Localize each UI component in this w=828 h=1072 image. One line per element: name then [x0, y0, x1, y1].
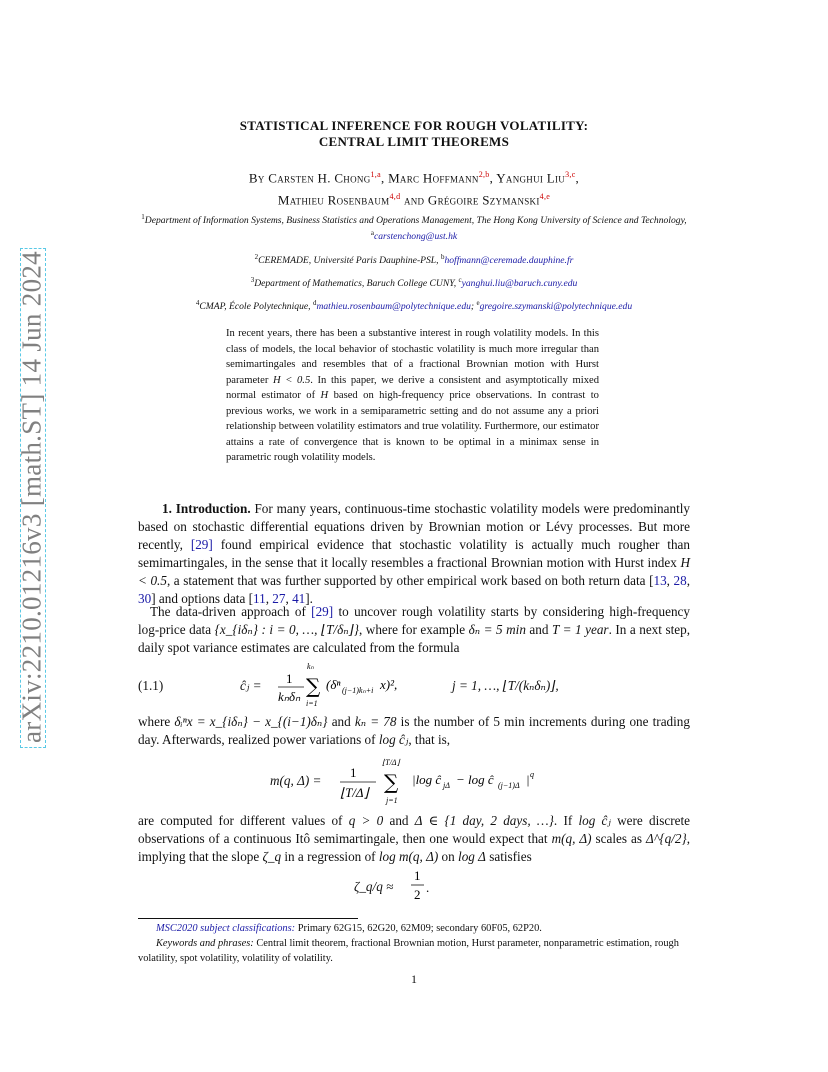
- after-equation-1-1: [138, 713, 690, 749]
- svg-text:|: |: [526, 772, 530, 787]
- email-link-rosenbaum[interactable]: mathieu.rosenbaum@polytechnique.edu: [316, 301, 471, 313]
- equation-2-formula: [340, 753, 560, 809]
- intro-text-3: , a statement that was further supported by other empirical work based on both return data [: [166, 573, 654, 588]
- author-2: Marc Hoffmann: [388, 170, 479, 186]
- equation-3-lhs: ζ_q/q ≈: [354, 879, 394, 894]
- after-eq2-math-6: ζ_q: [262, 849, 282, 864]
- by-word: By: [248, 170, 269, 186]
- affiliation-3-num: 3: [250, 276, 255, 284]
- after-eq-math-3: log ĉⱼ: [378, 732, 409, 747]
- svg-text:∑: ∑: [384, 770, 399, 794]
- p2-math-2: δₙ = 5 min: [468, 622, 526, 637]
- author-list: By Carsten H. Chong$^{1,a}$, Marc Hoffmann$^{2,b}$, Yanghui Liu$^{3,c}$, Mathieu Rosenbaum$^{4,d}$ and Grégoire Szymanski$^{4,e}$: [248, 170, 580, 208]
- equation-1-1-formula: [276, 660, 436, 710]
- abstract: [226, 326, 599, 466]
- equation-2-lhs: m(q, Δ) =: [270, 773, 322, 788]
- title-line-1: STATISTICAL INFERENCE FOR ROUGH VOLATILITY:: [239, 118, 589, 133]
- affiliation-3: [138, 274, 690, 290]
- after-eq2-text-d: were discrete observations of a continuous Itô semimartingale, then one would expect that: [138, 813, 690, 846]
- equation-1-1-lhs: ĉⱼ =: [240, 678, 262, 693]
- affiliation-2: [138, 251, 690, 267]
- affiliation-3-text: Department of Mathematics, Baruch College CUNY,: [254, 278, 457, 290]
- p2-math-3: T = 1 year: [552, 622, 609, 637]
- author-5: Grégoire Szymanski: [427, 192, 540, 208]
- and-word: and: [400, 192, 428, 208]
- after-eq2-text-g: in a regression of: [281, 849, 379, 864]
- after-eq-text-b: and: [327, 714, 355, 729]
- after-eq-math-1: δᵢⁿx = x_{iδₙ} − x_{(i−1)δₙ}: [174, 714, 328, 729]
- msc-link[interactable]: MSC2020 subject classifications:: [156, 923, 296, 934]
- citation-13[interactable]: 13: [653, 573, 667, 588]
- author-3: Yanghui Liu: [496, 170, 566, 186]
- affiliation-1: [138, 211, 690, 243]
- affiliation-2-mail-sup: b: [440, 253, 445, 261]
- svg-text:j=1: j=1: [386, 796, 398, 805]
- equation-1-1: [138, 660, 690, 710]
- after-eq2-math-3: log ĉⱼ: [578, 813, 611, 828]
- paper-title: [138, 118, 690, 150]
- p2-text-e: . In a next step, daily spot variance estimates are calculated from the formula: [138, 622, 690, 655]
- after-eq2-text-a: are computed for different values of: [138, 813, 349, 828]
- svg-text:kₙ: kₙ: [307, 662, 314, 671]
- intro-paragraph-1: 1. Introduction. For many years, continuous-time stochastic volatility models were predominantly based on stochastic differential equations driven by Brownian motion or Lévy processes. But more recently, [29] found empirical evidence that stochastic volatility is actually much rougher than semimartingales, in the sense that it locally resembles a fractional Brownian motion with Hurst index H < 0.5, a statement that was further supported by other empirical work based on both return data [13, 28, 30] and options data [11, 27, 41].: [138, 501, 691, 606]
- abstract-part-1: In recent years, there has been a substantive interest in rough volatility models. In this class of models, the local behavior of stochastic volatility is much more irregular than semimartingales and resembles that of a fractional Brownian motion with Hurst parameter: [226, 328, 599, 386]
- svg-text:⌊T/Δ⌋: ⌊T/Δ⌋: [382, 758, 400, 767]
- section-heading: 1. Introduction.: [162, 501, 251, 516]
- intro-math-1: H < 0.5: [138, 555, 690, 588]
- msc-text: Primary 62G15, 62G20, 62M09; secondary 60F05, 62P20.: [295, 923, 542, 934]
- equation-power-variation: [138, 753, 690, 809]
- after-eq-text-a: where: [138, 714, 175, 729]
- after-eq2-text-h: on: [438, 849, 459, 864]
- svg-text:(j−1)Δ: (j−1)Δ: [498, 781, 520, 790]
- author-4: Mathieu Rosenbaum: [277, 192, 390, 208]
- citation-11[interactable]: 11: [253, 591, 266, 606]
- equation-1-1-range: j = 1, …, ⌊T/(kₙδₙ)⌋,: [452, 678, 559, 693]
- after-eq2-math-5: Δ^{q/2}: [646, 831, 687, 846]
- after-eq2-text-i: satisfies: [485, 849, 532, 864]
- after-eq2-math-8: log Δ: [458, 849, 486, 864]
- after-eq2-math-7: log m(q, Δ): [378, 849, 439, 864]
- after-eq2-text-f: , implying that the slope: [138, 831, 691, 864]
- affiliation-4: $^4$CMAP, École Polytechnique, $^d$mathieu.rosenbaum@polytechnique.edu; $^e$gregoire.szymanski@polytechnique.edu: [195, 299, 633, 313]
- author-4-sup: 4,d: [389, 192, 401, 202]
- intro-paragraph-2: [138, 603, 690, 657]
- after-eq-text-d: , that is,: [408, 732, 451, 747]
- p2-text-a: The data-driven approach of: [150, 604, 312, 619]
- svg-text:kₙδₙ: kₙδₙ: [278, 689, 301, 704]
- abstract-math-1: H < 0.5: [272, 374, 311, 386]
- author-1: Carsten H. Chong: [268, 170, 371, 186]
- email-link-hoffmann[interactable]: hoffmann@ceremade.dauphine.fr: [444, 255, 574, 267]
- after-eq2-text-b: and: [383, 813, 415, 828]
- after-equation-2: [138, 812, 690, 866]
- arxiv-stamp-text: arXiv:2210.01216v3 [math.ST] 14 Jun 2024: [16, 251, 47, 743]
- p2-text-c: , where for example: [359, 622, 469, 637]
- abstract-math-2: H: [320, 390, 329, 401]
- p2-math-1: {x_{iδₙ} : i = 0, …, ⌊T/δₙ⌋}: [214, 622, 359, 637]
- intro-text-2: found empirical evidence that stochastic volatility is actually much rougher than semimartingales, in the sense that it locally resembles a fractional Brownian motion with Hurst index: [138, 537, 691, 570]
- svg-text:jΔ: jΔ: [443, 781, 450, 790]
- keywords-label: Keywords and phrases:: [156, 938, 254, 949]
- footnote-rule: [138, 918, 358, 919]
- intro-text-1: For many years, continuous-time stochastic volatility models were predominantly based on stochastic differential equations driven by Brownian motion or Lévy processes. But more recently,: [138, 501, 690, 552]
- svg-text:⌊T/Δ⌋: ⌊T/Δ⌋: [340, 785, 369, 800]
- affiliation-4-mail-sup-d: d: [312, 299, 317, 307]
- after-eq-math-2: kₙ = 78: [354, 714, 397, 729]
- citation-29[interactable]: [29]: [190, 537, 213, 552]
- after-eq2-math-2: Δ ∈ {1 day, 2 days, …}: [414, 813, 554, 828]
- affiliation-2-num: 2: [254, 253, 259, 261]
- p2-text-b: to uncover rough volatility starts by considering high-frequency log-price data: [138, 604, 690, 637]
- svg-text:(δⁿ: (δⁿ: [326, 677, 341, 692]
- affiliation-4-text: CMAP, École Polytechnique,: [199, 301, 311, 313]
- svg-text:i=1: i=1: [306, 699, 318, 708]
- citation-28[interactable]: 28: [673, 573, 687, 588]
- affiliation-1-num: 1: [141, 213, 145, 221]
- author-2-sup: 2,b: [478, 170, 490, 179]
- msc-footnote: [138, 922, 690, 937]
- after-eq2-math-1: q > 0: [348, 813, 384, 828]
- svg-text:.: .: [426, 880, 430, 895]
- citation-30[interactable]: 30: [138, 591, 152, 606]
- svg-text:q: q: [530, 770, 534, 779]
- keywords-text: Central limit theorem, fractional Brownian motion, Hurst parameter, nonparametric estimation, rough volatility, spot volatility, volatility of volatility.: [138, 938, 679, 964]
- affiliation-3-mail-sup: c: [458, 276, 462, 284]
- keywords-footnote: [138, 937, 690, 966]
- after-eq-text-c: is the number of 5 min increments during one trading day. Afterwards, realized power variations of: [138, 714, 690, 747]
- arxiv-stamp: [16, 248, 47, 748]
- svg-text:1: 1: [414, 868, 421, 883]
- equation-3-fraction: [410, 866, 450, 906]
- p2-text-d: and: [525, 622, 552, 637]
- svg-text:|log ĉ: |log ĉ: [412, 772, 442, 787]
- equation-slope: [138, 866, 690, 906]
- author-1-sup: 1,a: [370, 170, 381, 179]
- intro-text-4: ] and options data [: [151, 591, 253, 606]
- author-3-sup: 3,c: [565, 170, 576, 179]
- after-eq2-text-e: scales as: [591, 831, 647, 846]
- after-eq2-text-c: . If: [553, 813, 579, 828]
- svg-text:1: 1: [350, 765, 357, 780]
- affiliation-4-mail-sup-e: e: [476, 299, 480, 307]
- title-line-2: CENTRAL LIMIT THEOREMS: [318, 134, 510, 149]
- intro-text-5: ].: [305, 591, 313, 606]
- affiliation-1-mail-sup: a: [370, 229, 374, 238]
- abstract-part-3: based on high-frequency price observations. In contrast to previous works, we work in a semiparametric setting and do not assume any a priori relationship between volatility estimators and true volatility. Furthermore, our estimator attains a rate of convergence that is known to be optimal in a minimax sense in parametric rough volatility models.: [226, 390, 599, 463]
- svg-text:∑: ∑: [306, 674, 321, 698]
- affiliation-4-num: 4: [195, 299, 200, 307]
- svg-text:1: 1: [286, 671, 293, 686]
- after-eq2-math-4: m(q, Δ): [551, 831, 592, 846]
- email-link-chong[interactable]: carstenchong@ust.hk: [373, 231, 458, 243]
- author-5-sup: 4,e: [539, 192, 551, 202]
- page-number: 1: [411, 972, 417, 986]
- affiliation-2-text: CEREMADE, Université Paris Dauphine-PSL,: [258, 255, 439, 267]
- svg-text:x)²,: x)²,: [380, 677, 398, 692]
- abstract-part-2: . In this paper, we derive a consistent and asymptotically mixed normal estimator of: [226, 374, 599, 401]
- citation-41[interactable]: 41: [292, 591, 306, 606]
- email-link-liu[interactable]: yanghui.liu@baruch.cuny.edu: [461, 278, 578, 290]
- affiliation-1-text: Department of Information Systems, Business Statistics and Operations Management, The Hong Kong University of Science and Technology,: [144, 215, 687, 227]
- svg-text:(j−1)kₙ+i: (j−1)kₙ+i: [342, 686, 374, 695]
- citation-27[interactable]: 27: [272, 591, 286, 606]
- svg-text:2: 2: [414, 887, 421, 902]
- equation-number: (1.1): [138, 678, 164, 693]
- email-link-szymanski[interactable]: gregoire.szymanski@polytechnique.edu: [479, 301, 633, 313]
- svg-text:− log ĉ: − log ĉ: [456, 772, 494, 787]
- citation-29-second[interactable]: [29]: [311, 604, 334, 619]
